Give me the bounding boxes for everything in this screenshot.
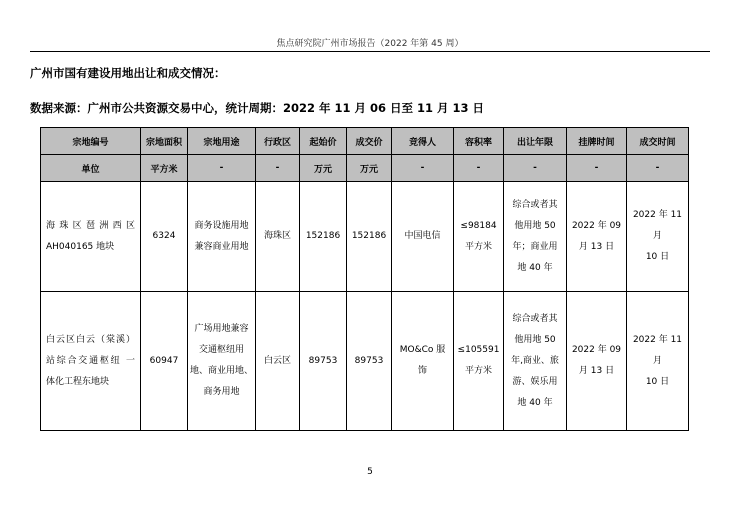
use-line: 商务设施用地 xyxy=(194,220,249,231)
term-line: 地 40 年 xyxy=(517,397,553,408)
far-line: 平方米 xyxy=(464,366,492,376)
header-cell-start-price: 起始价 xyxy=(300,128,347,155)
unit-cell: 平方米 xyxy=(141,155,188,182)
unit-cell: - xyxy=(627,155,689,182)
term-cell xyxy=(504,292,567,431)
land-transaction-table xyxy=(40,127,689,431)
district-cell: 白云区 xyxy=(256,292,300,431)
use-line: 交通枢纽用 xyxy=(198,345,244,355)
use-line: 商务用地 xyxy=(203,387,240,397)
plot-id-line: 站综合交通枢纽 一 xyxy=(46,355,135,366)
unit-cell: - xyxy=(504,155,567,182)
deal-date-cell xyxy=(627,292,689,431)
listing-date-line: 月 13 日 xyxy=(578,366,615,376)
buyer-line: MO&Co 服 xyxy=(399,345,446,355)
section-heading: 广州市国有建设用地出让和成交情况： xyxy=(30,66,226,80)
term-line: 游、娱乐用 xyxy=(512,376,558,387)
deal-date-cell xyxy=(627,182,689,292)
deal-price-cell: 152186 xyxy=(347,182,392,292)
term-line: 年；商业用 xyxy=(512,241,558,252)
use-cell xyxy=(188,292,256,431)
unit-cell: - xyxy=(454,155,504,182)
far-cell xyxy=(454,292,504,431)
header-cell-deal-price: 成交价 xyxy=(347,128,392,155)
unit-cell: 万元 xyxy=(300,155,347,182)
unit-cell: 万元 xyxy=(347,155,392,182)
header-divider xyxy=(30,51,710,52)
listing-date-line: 2022 年 09 xyxy=(571,345,622,355)
far-cell xyxy=(454,182,504,292)
listing-date-line: 2022 年 09 xyxy=(571,220,622,231)
district-cell: 海珠区 xyxy=(256,182,300,292)
listing-date-cell xyxy=(567,292,627,431)
unit-cell: - xyxy=(567,155,627,182)
buyer-cell xyxy=(392,292,454,431)
listing-date-line: 月 13 日 xyxy=(578,241,615,252)
running-header: 焦点研究院广州市场报告（2022 年第 45 周） xyxy=(276,39,464,49)
header-cell-area: 宗地面积 xyxy=(141,128,188,155)
plot-id-line: 海 珠 区 琶 洲 西 区 xyxy=(46,220,135,231)
table-row xyxy=(41,182,689,292)
plot-id-cell xyxy=(41,182,141,292)
term-line: 综合或者其 xyxy=(512,313,558,324)
page-number: 5 xyxy=(367,467,373,477)
header-cell-deal-date: 成交时间 xyxy=(627,128,689,155)
far-line: ≤98184 xyxy=(460,220,497,231)
term-line: 地 40 年 xyxy=(517,262,553,273)
header-cell-far: 容积率 xyxy=(454,128,504,155)
buyer-line: 饰 xyxy=(417,366,427,376)
header-cell-listing-date: 挂牌时间 xyxy=(567,128,627,155)
term-line: 综合或者其 xyxy=(512,199,558,210)
deal-price-cell: 89753 xyxy=(347,292,392,431)
start-price-cell: 152186 xyxy=(300,182,347,292)
header-row xyxy=(41,128,689,155)
far-line: 平方米 xyxy=(464,241,492,252)
unit-cell: - xyxy=(256,155,300,182)
term-cell xyxy=(504,182,567,292)
listing-date-cell xyxy=(567,182,627,292)
plot-id-line: 白云区白云（棠溪） xyxy=(46,334,135,345)
deal-date-line: 10 日 xyxy=(645,376,670,387)
data-source-line: 数据来源：广州市公共资源交易中心，统计周期：2022 年 11 月 06 日至 11 月 13 日 xyxy=(30,101,485,115)
deal-date-line: 10 日 xyxy=(645,252,670,262)
term-line: 他用地 50 xyxy=(514,220,556,231)
use-line: 兼容商业用地 xyxy=(194,241,249,252)
deal-date-line: 2022 年 11 月 xyxy=(632,210,683,241)
plot-id-line: AH040165 地块 xyxy=(46,241,115,252)
header-cell-buyer: 竞得人 xyxy=(392,128,454,155)
term-line: 年,商业、旅 xyxy=(511,355,559,366)
plot-id-cell xyxy=(41,292,141,431)
deal-date-line: 2022 年 11 月 xyxy=(632,334,683,366)
area-cell: 60947 xyxy=(141,292,188,431)
header-cell-term: 出让年限 xyxy=(504,128,567,155)
use-line: 广场用地兼容 xyxy=(194,324,249,334)
table-row xyxy=(41,292,689,431)
unit-cell: - xyxy=(188,155,256,182)
use-line: 地、商业用地、 xyxy=(190,366,254,376)
header-cell-plot-id: 宗地编号 xyxy=(41,128,141,155)
area-cell: 6324 xyxy=(141,182,188,292)
term-line: 他用地 50 xyxy=(514,334,556,345)
far-line: ≤105591 xyxy=(457,345,500,355)
units-row xyxy=(41,155,689,182)
plot-id-line: 体化工程东地块 xyxy=(46,376,110,387)
start-price-cell: 89753 xyxy=(300,292,347,431)
use-cell xyxy=(188,182,256,292)
unit-cell: - xyxy=(392,155,454,182)
unit-cell: 单位 xyxy=(41,155,141,182)
header-cell-use: 宗地用途 xyxy=(188,128,256,155)
header-cell-district: 行政区 xyxy=(256,128,300,155)
buyer-cell: 中国电信 xyxy=(392,182,454,292)
